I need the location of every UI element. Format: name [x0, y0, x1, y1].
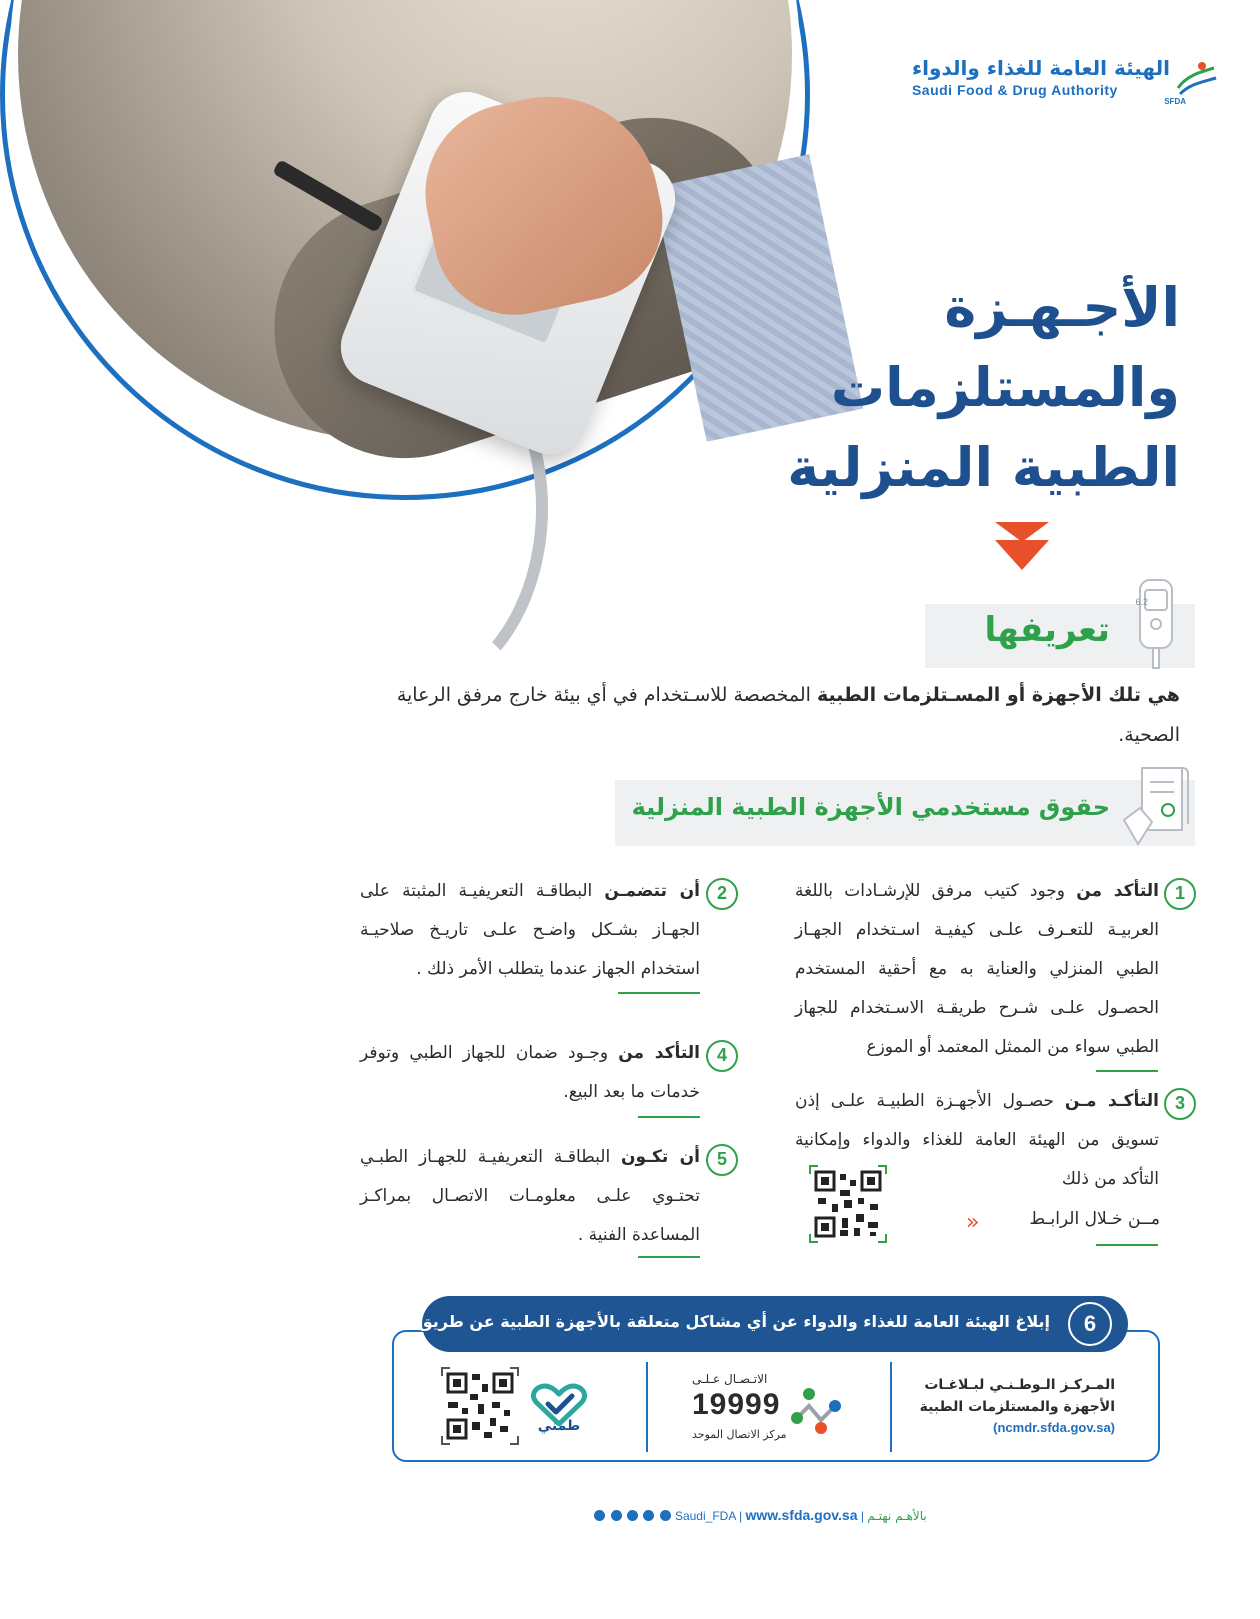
page-title: [760, 268, 1180, 508]
footer-separator: |: [739, 1509, 746, 1523]
ncmdr-link[interactable]: (ncmdr.sfda.gov.sa): [993, 1420, 1115, 1435]
snapchat-icon[interactable]: [643, 1510, 654, 1521]
item-1-lead: التأكد من: [1076, 881, 1160, 901]
item-2-underline: [618, 992, 700, 994]
document-checklist-icon: [1122, 764, 1194, 850]
ncmdr-title: [920, 1374, 1115, 1418]
item-4-lead: التأكد من: [618, 1043, 701, 1063]
footer: [260, 1507, 1260, 1523]
title-line-1: الأجـهـزة: [944, 276, 1180, 339]
item-3-lead: التأكـد مـن: [1064, 1091, 1159, 1111]
right-item-4: [360, 1034, 700, 1112]
definition-heading: تعريفها: [984, 610, 1110, 650]
item-number-1: 1: [1164, 878, 1196, 910]
item-5-lead: أن تكـون: [621, 1147, 700, 1167]
definition-text-rest: المخصصة للاسـتخدام في أي بيئة خارج مرفق الرعاية الصحية.: [396, 684, 1180, 746]
double-chevron-left-icon[interactable]: «: [966, 1210, 980, 1235]
right-item-5: [360, 1138, 700, 1255]
facebook-icon[interactable]: [660, 1510, 671, 1521]
item-number-2: 2: [706, 878, 738, 910]
item-5-text: البطاقـة التعريفيـة للجهـاز الطبـي تحتـوي علـى معلومـات الاتصـال بمراكـز المساعدة الفنية .: [360, 1147, 700, 1245]
title-line-3: الطبية المنزلية: [787, 436, 1180, 499]
report-number: 6: [1068, 1302, 1112, 1346]
item-1-underline: [1096, 1070, 1158, 1072]
glucometer-reading: 6.2: [1135, 597, 1148, 607]
definition-text: [380, 675, 1180, 755]
report-divider: [646, 1362, 648, 1452]
ncmdr-line-1: المـركـز الـوطـنـي لبـلاغـات: [924, 1377, 1115, 1393]
logo-english: Saudi Food & Drug Authority: [911, 82, 1118, 98]
call-number[interactable]: 19999: [692, 1388, 781, 1421]
definition-text-bold: هي تلك الأجهزة أو المسـتلزمات الطبية: [816, 684, 1180, 706]
item-number-4: 4: [706, 1040, 738, 1072]
twitter-icon[interactable]: [594, 1510, 605, 1521]
item-number-3: 3: [1164, 1088, 1196, 1120]
item-1-text: وجود كتيب مرفق للإرشـادات باللغة العربيـة للتعـرف علـى كيفيـة اسـتخدام الجهـاز الطبي المنزلي والعناية به مع أحقية المستخدم الحصـول علـى شـرح طريقـة الاسـتخدام للجهاز الطبي سواء من الممثل المعتمد أو الموزع: [795, 881, 1159, 1057]
sfda-link-qr-code[interactable]: [810, 1166, 886, 1242]
item-3-underline: [1096, 1244, 1158, 1246]
sfda-logo-mark-icon: [1164, 58, 1220, 106]
report-heading: إبلاغ الهيئة العامة للغذاء والدواء عن أي مشاكل متعلقة بالأجهزة الطبية عن طريق :: [406, 1312, 1050, 1331]
logo-mark-text: SFDA: [1164, 97, 1186, 106]
youtube-icon[interactable]: [611, 1510, 622, 1521]
footer-separator: |: [860, 1509, 868, 1523]
item-4-underline: [638, 1116, 700, 1118]
down-chevron-icon: [995, 522, 1049, 572]
call-label: الاتـصـال عـلـى: [692, 1372, 768, 1386]
call-center-label: مركز الاتصال الموحد: [692, 1428, 787, 1441]
sfda-logo: [912, 56, 1170, 98]
rights-heading: حقوق مستخدمي الأجهزة الطبية المنزلية: [631, 793, 1110, 821]
item-2-text: البطاقـة التعريفيـة المثبتة على الجهـاز بشـكل واضـح علـى تاريـخ صلاحيـة استخدام الجهاز عندما يتطلب الأمر ذلك .: [360, 881, 700, 979]
tamni-qr-code[interactable]: [442, 1368, 518, 1444]
title-line-2: والمستلزمات: [830, 356, 1180, 419]
item-3-text: حصـول الأجهـزة الطبيـة علـى إذن تسويق من الهيئة العامة للغذاء والدواء وإمكانية التأكد من ذلك: [795, 1091, 1159, 1189]
item-3-link[interactable]: مــن خـلال الرابـط: [1029, 1209, 1160, 1229]
instagram-icon[interactable]: [627, 1510, 638, 1521]
footer-slogan: بالأهـم نهتـم: [867, 1509, 927, 1523]
item-5-underline: [638, 1256, 700, 1258]
ncmdr-line-2: الأجهزة والمستلزمات الطبية: [919, 1399, 1115, 1415]
unified-call-center-logo-icon: [785, 1378, 849, 1442]
right-item-2: [360, 872, 700, 989]
footer-handle[interactable]: Saudi_FDA: [674, 1509, 736, 1523]
item-4-text: وجـود ضمان للجهاز الطبي وتوفر خدمات ما بعد البيع.: [360, 1043, 700, 1102]
item-number-5: 5: [706, 1144, 738, 1176]
tamni-label: طمني: [537, 1418, 581, 1434]
footer-website[interactable]: www.sfda.gov.sa: [745, 1507, 858, 1523]
logo-arabic: الهيئة العامة للغذاء والدواء: [911, 56, 1170, 80]
right-item-1: [795, 872, 1159, 1067]
glucometer-icon: [1136, 578, 1176, 670]
report-divider: [890, 1362, 892, 1452]
item-2-lead: أن تتضمـن: [604, 881, 700, 901]
